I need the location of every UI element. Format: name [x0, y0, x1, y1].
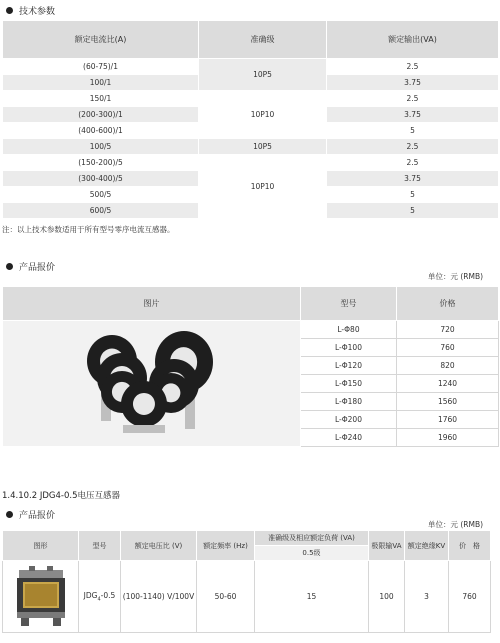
params-table — [2, 20, 499, 219]
voltage-cell: (100-1140) V/100V — [121, 561, 197, 633]
header-class: 准确级 — [199, 21, 327, 59]
price-table-2 — [2, 530, 491, 633]
header-output: 额定输出(VA) — [327, 21, 499, 59]
header-picture: 图片 — [3, 287, 301, 321]
model-cell: L-Φ120 — [301, 357, 397, 375]
tech-params-heading — [6, 4, 55, 17]
ratio-cell: 100/1 — [3, 75, 199, 91]
price-cell: 820 — [397, 357, 499, 375]
ratio-cell: (300-400)/5 — [3, 171, 199, 187]
model-cell: L-Φ100 — [301, 339, 397, 357]
transformer-rings-image — [87, 331, 217, 436]
bullet-icon — [6, 263, 13, 270]
limit-cell: 100 — [369, 561, 405, 633]
model-cell: $JDG_4-0.5$ — [79, 561, 121, 633]
params-note: 注：以上技术参数适用于所有型号零序电流互感器。 — [2, 225, 175, 234]
bullet-icon — [6, 511, 13, 518]
output-cell: 2.5 — [327, 139, 499, 155]
accuracy-cell: 15 — [255, 561, 369, 633]
output-cell: 5 — [327, 203, 499, 219]
class-cell: 10P5 — [199, 59, 327, 91]
header-voltage: 额定电压比 (V) — [121, 531, 197, 561]
insulation-cell: 3 — [405, 561, 449, 633]
class-cell: 10P10 — [199, 91, 327, 139]
header-model: 型号 — [79, 531, 121, 561]
model-cell: L-Φ150 — [301, 375, 397, 393]
price-cell: 760 — [449, 561, 491, 633]
header-model: 型号 — [301, 287, 397, 321]
header-freq: 额定频率 (Hz) — [197, 531, 255, 561]
price-cell: 760 — [397, 339, 499, 357]
class-cell: 10P10 — [199, 155, 327, 219]
header-ratio: 额定电流比(A) — [3, 21, 199, 59]
price-heading-2 — [6, 508, 55, 521]
header-limit: 极限输VA — [369, 531, 405, 561]
header-price: 价格 — [397, 287, 499, 321]
output-cell: 2.5 — [327, 155, 499, 171]
output-cell: 2.5 — [327, 91, 499, 107]
model-heading: 1.4.10.2 JDG4-0.5电压互感器 — [2, 491, 120, 501]
price-cell: 1760 — [397, 411, 499, 429]
header-price: 价 格 — [449, 531, 491, 561]
tech-params-title: 技术参数 — [19, 7, 56, 17]
unit-label-2: 单位：元 (RMB) — [428, 520, 484, 529]
ratio-cell: 500/5 — [3, 187, 199, 203]
voltage-transformer-icon — [11, 564, 71, 628]
model-cell: L-Φ80 — [301, 321, 397, 339]
model-cell: L-Φ240 — [301, 429, 397, 447]
unit-label-1: 单位：元 (RMB) — [428, 272, 484, 281]
price-title-1: 产品报价 — [19, 263, 56, 273]
output-cell: 2.5 — [327, 59, 499, 75]
ratio-cell: 600/5 — [3, 203, 199, 219]
output-cell: 5 — [327, 187, 499, 203]
price-table-1 — [2, 286, 499, 447]
ratio-cell: (400-600)/1 — [3, 123, 199, 139]
price-cell: 1960 — [397, 429, 499, 447]
header-accuracy-sub: 0.5级 — [255, 546, 369, 561]
ratio-cell: (60-75)/1 — [3, 59, 199, 75]
model-cell: L-Φ200 — [301, 411, 397, 429]
output-cell: 3.75 — [327, 171, 499, 187]
output-cell: 5 — [327, 123, 499, 139]
bullet-icon — [6, 7, 13, 14]
header-insulation: 额定绝缘KV — [405, 531, 449, 561]
ratio-cell: (200-300)/1 — [3, 107, 199, 123]
freq-cell: 50-60 — [197, 561, 255, 633]
price-cell: 1240 — [397, 375, 499, 393]
price-cell: 720 — [397, 321, 499, 339]
output-cell: 3.75 — [327, 107, 499, 123]
price-cell: 1560 — [397, 393, 499, 411]
price-title-2: 产品报价 — [19, 511, 56, 521]
model-cell: L-Φ180 — [301, 393, 397, 411]
output-cell: 3.75 — [327, 75, 499, 91]
product-image — [3, 321, 301, 447]
header-shape: 图形 — [3, 531, 79, 561]
ratio-cell: 150/1 — [3, 91, 199, 107]
ratio-cell: (150-200)/5 — [3, 155, 199, 171]
transformer-image — [3, 561, 79, 633]
class-cell: 10P5 — [199, 139, 327, 155]
header-accuracy: 准确级及相应额定负荷 (VA) — [255, 531, 369, 546]
ratio-cell: 100/5 — [3, 139, 199, 155]
price-heading-1 — [6, 260, 55, 273]
